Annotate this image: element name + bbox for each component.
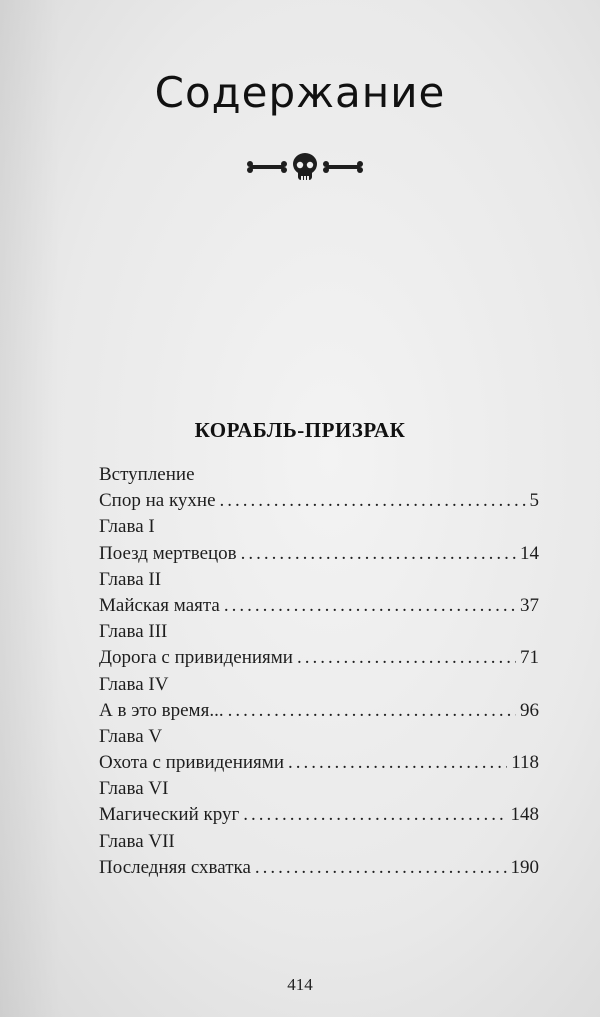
dot-leader (228, 698, 516, 724)
toc-label: Глава VI (99, 778, 169, 800)
section-heading: КОРАБЛЬ-ПРИЗРАК (194, 418, 406, 442)
skull-bones-ornament-icon (240, 150, 370, 184)
toc-entry (99, 698, 539, 724)
dot-leader (241, 541, 516, 567)
toc-entry (99, 802, 539, 828)
toc-label: Глава III (99, 621, 168, 643)
toc-label: Глава V (99, 725, 163, 747)
toc-entry (99, 593, 539, 619)
toc-entry (99, 541, 539, 567)
toc-label: Поезд мертвецов (99, 542, 237, 564)
toc-label: Глава IV (99, 673, 169, 695)
toc-label: Магический круг (99, 804, 240, 826)
toc-label: Глава II (99, 568, 162, 590)
toc-page-number: 96 (520, 699, 539, 721)
toc-page-number: 5 (529, 490, 539, 512)
page-gutter-shadow (0, 0, 60, 1017)
dot-leader (220, 488, 526, 514)
toc-entry (99, 829, 539, 855)
toc-entry (99, 488, 539, 514)
toc-page-number: 118 (511, 752, 539, 774)
toc-entry (99, 619, 539, 645)
toc-label: Дорога с привидениями (99, 647, 293, 669)
dot-leader (224, 593, 516, 619)
toc-entry (99, 514, 539, 540)
toc-page-number: 14 (520, 542, 539, 564)
toc-label: Охота с привидениями (99, 752, 284, 774)
toc-label: Последняя схватка (99, 856, 251, 878)
toc-label: Глава VII (99, 830, 175, 852)
dot-leader (243, 802, 506, 828)
toc-label: Майская маята (99, 594, 220, 616)
toc-label: Глава I (99, 516, 155, 538)
toc-page-number: 190 (510, 856, 539, 878)
toc-entry (99, 462, 539, 488)
page-title: Содержание (154, 68, 446, 117)
dot-leader (288, 750, 507, 776)
toc-entry (99, 750, 539, 776)
toc-entry (99, 855, 539, 881)
toc-page-number: 37 (520, 594, 539, 616)
page-number: 414 (287, 975, 313, 994)
toc-entry (99, 645, 539, 671)
toc-label: Вступление (99, 464, 195, 485)
dot-leader (255, 855, 507, 881)
toc-label: Спор на кухне (99, 490, 216, 512)
toc-entry (99, 724, 539, 750)
toc-page-number: 148 (510, 804, 539, 826)
toc-entry (99, 672, 539, 698)
table-of-contents (99, 462, 539, 881)
toc-entry (99, 776, 539, 802)
toc-entry (99, 567, 539, 593)
toc-label: А в это время... (99, 699, 224, 721)
dot-leader (297, 645, 516, 671)
toc-page-number: 71 (520, 647, 539, 669)
